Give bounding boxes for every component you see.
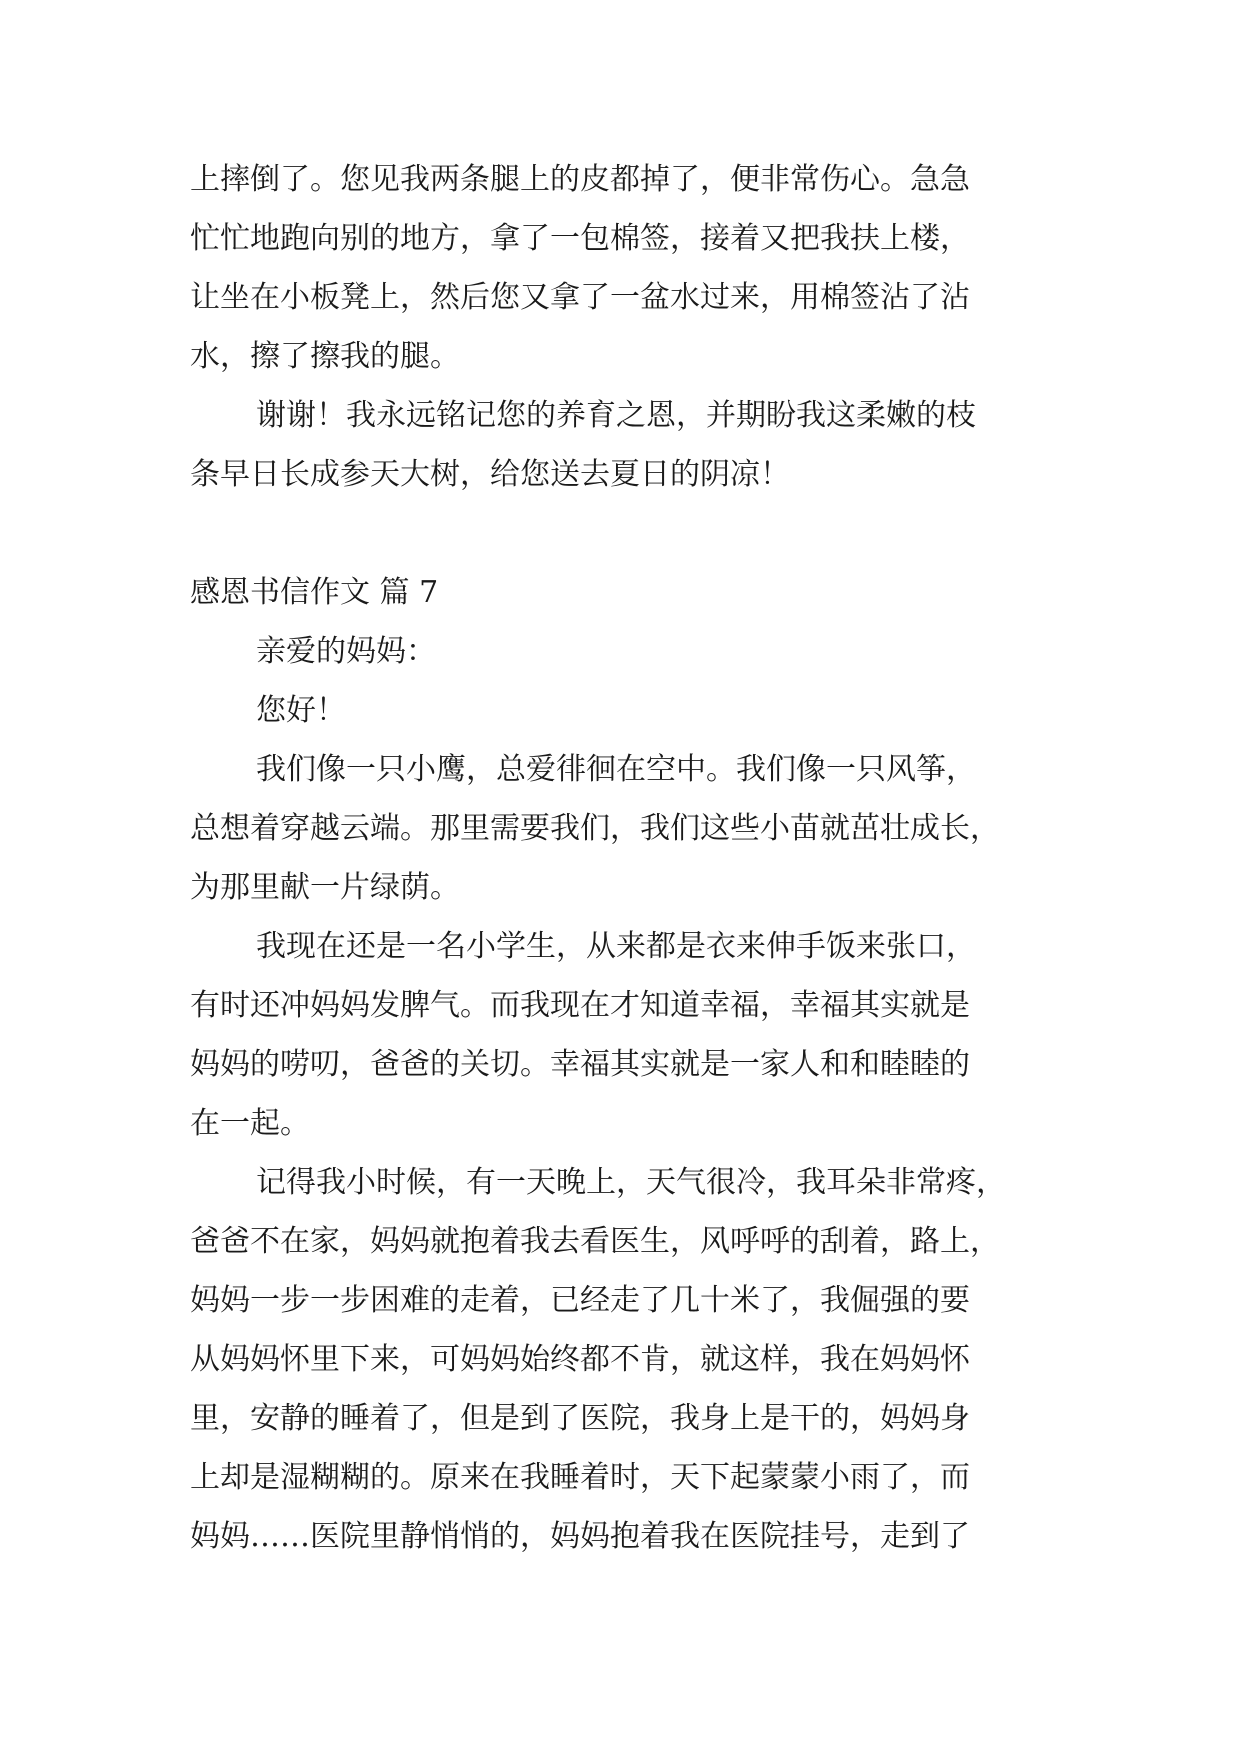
text-line: 我现在还是一名小学生，从来都是衣来伸手饭来张口， — [256, 929, 976, 964]
text-line: 爸爸不在家，妈妈就抱着我去看医生，风呼呼的刮着，路上， — [190, 1224, 1000, 1259]
text-line: 记得我小时候，有一天晚上，天气很冷，我耳朵非常疼， — [256, 1165, 1006, 1200]
salutation: 亲爱的妈妈： — [256, 634, 436, 669]
text-line: 里，安静的睡着了，但是到了医院，我身上是干的，妈妈身 — [190, 1401, 970, 1436]
section-heading: 感恩书信作文 篇 7 — [190, 575, 439, 610]
text-line: 妈妈……医院里静悄悄的，妈妈抱着我在医院挂号，走到了 — [190, 1519, 970, 1554]
text-line: 忙忙地跑向别的地方，拿了一包棉签，接着又把我扶上楼， — [190, 221, 970, 256]
text-line: 让坐在小板凳上，然后您又拿了一盆水过来，用棉签沾了沾 — [190, 280, 970, 315]
text-line: 总想着穿越云端。那里需要我们，我们这些小苗就茁壮成长， — [190, 811, 1000, 846]
text-line: 上摔倒了。您见我两条腿上的皮都掉了，便非常伤心。急急 — [190, 162, 970, 197]
text-line: 妈妈的唠叨，爸爸的关切。幸福其实就是一家人和和睦睦的 — [190, 1047, 970, 1082]
text-line: 上却是湿糊糊的。原来在我睡着时，天下起蒙蒙小雨了，而 — [190, 1460, 970, 1495]
text-line: 有时还冲妈妈发脾气。而我现在才知道幸福，幸福其实就是 — [190, 988, 970, 1023]
text-line: 我们像一只小鹰，总爱徘徊在空中。我们像一只风筝， — [256, 752, 976, 787]
text-line: 妈妈一步一步困难的走着，已经走了几十米了，我倔强的要 — [190, 1283, 970, 1318]
text-line: 在一起。 — [190, 1106, 310, 1141]
text-line: 水，擦了擦我的腿。 — [190, 339, 460, 374]
greeting: 您好！ — [256, 693, 346, 728]
text-line: 谢谢！我永远铭记您的养育之恩，并期盼我这柔嫩的枝 — [256, 398, 976, 433]
text-line: 条早日长成参天大树，给您送去夏日的阴凉！ — [190, 457, 790, 492]
text-line: 从妈妈怀里下来，可妈妈始终都不肯，就这样，我在妈妈怀 — [190, 1342, 970, 1377]
text-line: 为那里献一片绿荫。 — [190, 870, 460, 905]
